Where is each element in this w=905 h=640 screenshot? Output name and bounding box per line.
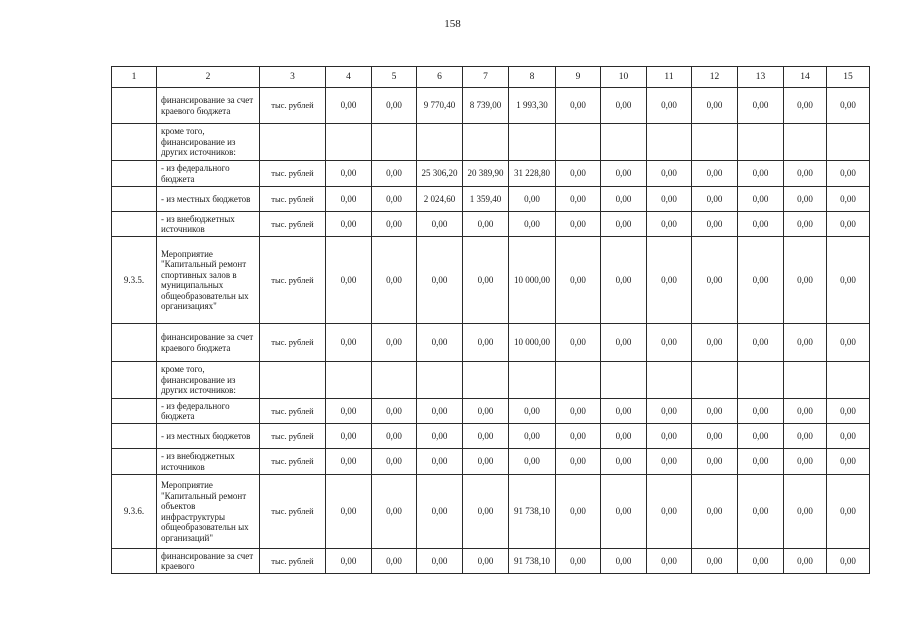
cell-code xyxy=(112,324,157,362)
column-header-5: 5 xyxy=(372,67,417,88)
cell-v15: 0,00 xyxy=(827,399,870,424)
cell-v9: 0,00 xyxy=(556,187,601,212)
table-row xyxy=(112,475,870,549)
cell-v4: 0,00 xyxy=(326,212,372,237)
column-header-4: 4 xyxy=(326,67,372,88)
cell-v9: 0,00 xyxy=(556,212,601,237)
column-header-8: 8 xyxy=(509,67,556,88)
cell-v9: 0,00 xyxy=(556,449,601,475)
cell-v10: 0,00 xyxy=(601,237,647,324)
cell-v7: 20 389,90 xyxy=(463,161,509,187)
cell-code xyxy=(112,362,157,399)
cell-v9: 0,00 xyxy=(556,237,601,324)
cell-v7: 0,00 xyxy=(463,237,509,324)
cell-v6: 0,00 xyxy=(417,449,463,475)
cell-v13: 0,00 xyxy=(738,187,784,212)
table-row xyxy=(112,449,870,475)
cell-v12: 0,00 xyxy=(692,187,738,212)
cell-v8: 0,00 xyxy=(509,449,556,475)
cell-v14: 0,00 xyxy=(784,549,827,574)
cell-v12: 0,00 xyxy=(692,161,738,187)
cell-v4: 0,00 xyxy=(326,237,372,324)
cell-v13 xyxy=(738,362,784,399)
column-header-12: 12 xyxy=(692,67,738,88)
cell-v10 xyxy=(601,362,647,399)
cell-v14: 0,00 xyxy=(784,88,827,124)
cell-v8 xyxy=(509,362,556,399)
cell-unit: тыс. рублей xyxy=(260,449,326,475)
cell-desc: - из местных бюджетов xyxy=(157,424,260,449)
cell-v6: 9 770,40 xyxy=(417,88,463,124)
cell-v13: 0,00 xyxy=(738,475,784,549)
cell-code xyxy=(112,161,157,187)
cell-v14: 0,00 xyxy=(784,212,827,237)
cell-unit: тыс. рублей xyxy=(260,549,326,574)
cell-v13: 0,00 xyxy=(738,212,784,237)
cell-desc: финансирование за счет краевого бюджета xyxy=(157,88,260,124)
cell-v5 xyxy=(372,362,417,399)
column-header-6: 6 xyxy=(417,67,463,88)
cell-v8: 0,00 xyxy=(509,212,556,237)
cell-v14 xyxy=(784,362,827,399)
cell-v10: 0,00 xyxy=(601,88,647,124)
cell-v15: 0,00 xyxy=(827,88,870,124)
table-row xyxy=(112,237,870,324)
table-row xyxy=(112,549,870,574)
cell-v4 xyxy=(326,124,372,161)
cell-v5: 0,00 xyxy=(372,161,417,187)
column-header-14: 14 xyxy=(784,67,827,88)
cell-v8: 0,00 xyxy=(509,187,556,212)
cell-v8: 10 000,00 xyxy=(509,324,556,362)
cell-v13: 0,00 xyxy=(738,399,784,424)
cell-v14: 0,00 xyxy=(784,187,827,212)
cell-code xyxy=(112,449,157,475)
cell-v12: 0,00 xyxy=(692,324,738,362)
cell-v11 xyxy=(647,124,692,161)
cell-v10: 0,00 xyxy=(601,449,647,475)
cell-v12: 0,00 xyxy=(692,399,738,424)
cell-desc: Мероприятие "Капитальный ремонт объектов инфраструктуры общеобразовательн ых организаций" xyxy=(157,475,260,549)
cell-v5: 0,00 xyxy=(372,324,417,362)
cell-desc: - из внебюджетных источников xyxy=(157,212,260,237)
cell-v14: 0,00 xyxy=(784,475,827,549)
cell-v12 xyxy=(692,362,738,399)
cell-unit: тыс. рублей xyxy=(260,324,326,362)
cell-v12: 0,00 xyxy=(692,88,738,124)
table-row xyxy=(112,161,870,187)
cell-v14: 0,00 xyxy=(784,237,827,324)
cell-v13: 0,00 xyxy=(738,449,784,475)
cell-v12: 0,00 xyxy=(692,237,738,324)
cell-v10: 0,00 xyxy=(601,399,647,424)
cell-v4: 0,00 xyxy=(326,424,372,449)
cell-v5: 0,00 xyxy=(372,399,417,424)
cell-v7: 0,00 xyxy=(463,424,509,449)
cell-v10: 0,00 xyxy=(601,324,647,362)
cell-v4: 0,00 xyxy=(326,187,372,212)
cell-v12: 0,00 xyxy=(692,549,738,574)
cell-v10 xyxy=(601,124,647,161)
cell-code xyxy=(112,424,157,449)
cell-v13: 0,00 xyxy=(738,161,784,187)
cell-v10: 0,00 xyxy=(601,475,647,549)
cell-v9: 0,00 xyxy=(556,399,601,424)
cell-v6: 0,00 xyxy=(417,399,463,424)
column-header-7: 7 xyxy=(463,67,509,88)
column-header-9: 9 xyxy=(556,67,601,88)
cell-v15: 0,00 xyxy=(827,212,870,237)
cell-v13: 0,00 xyxy=(738,424,784,449)
cell-desc: финансирование за счет краевого бюджета xyxy=(157,324,260,362)
cell-unit: тыс. рублей xyxy=(260,475,326,549)
cell-v9: 0,00 xyxy=(556,549,601,574)
cell-v11: 0,00 xyxy=(647,237,692,324)
cell-v7: 0,00 xyxy=(463,449,509,475)
column-header-11: 11 xyxy=(647,67,692,88)
cell-v5: 0,00 xyxy=(372,237,417,324)
cell-v9 xyxy=(556,124,601,161)
cell-v5: 0,00 xyxy=(372,212,417,237)
cell-v14: 0,00 xyxy=(784,324,827,362)
table-row xyxy=(112,187,870,212)
cell-v15: 0,00 xyxy=(827,424,870,449)
cell-v9: 0,00 xyxy=(556,475,601,549)
cell-v6: 0,00 xyxy=(417,475,463,549)
cell-code xyxy=(112,212,157,237)
cell-v5: 0,00 xyxy=(372,88,417,124)
cell-code xyxy=(112,549,157,574)
cell-v10: 0,00 xyxy=(601,187,647,212)
cell-v6: 0,00 xyxy=(417,324,463,362)
table-row xyxy=(112,212,870,237)
cell-v6: 25 306,20 xyxy=(417,161,463,187)
cell-unit: тыс. рублей xyxy=(260,161,326,187)
header-row xyxy=(112,67,870,88)
cell-v8: 0,00 xyxy=(509,424,556,449)
cell-v7: 8 739,00 xyxy=(463,88,509,124)
cell-v8: 91 738,10 xyxy=(509,549,556,574)
cell-v8: 10 000,00 xyxy=(509,237,556,324)
cell-v14: 0,00 xyxy=(784,449,827,475)
cell-desc: кроме того, финансирование из других источников: xyxy=(157,362,260,399)
cell-v5: 0,00 xyxy=(372,424,417,449)
cell-v7: 0,00 xyxy=(463,475,509,549)
cell-code xyxy=(112,124,157,161)
column-header-1: 1 xyxy=(112,67,157,88)
cell-v13: 0,00 xyxy=(738,237,784,324)
cell-v8: 31 228,80 xyxy=(509,161,556,187)
cell-v13: 0,00 xyxy=(738,88,784,124)
cell-v14: 0,00 xyxy=(784,424,827,449)
cell-unit: тыс. рублей xyxy=(260,212,326,237)
cell-unit: тыс. рублей xyxy=(260,187,326,212)
cell-v4: 0,00 xyxy=(326,449,372,475)
cell-v4: 0,00 xyxy=(326,399,372,424)
cell-unit: тыс. рублей xyxy=(260,237,326,324)
cell-v4: 0,00 xyxy=(326,161,372,187)
cell-v8 xyxy=(509,124,556,161)
cell-v13: 0,00 xyxy=(738,549,784,574)
cell-v15 xyxy=(827,362,870,399)
cell-v5: 0,00 xyxy=(372,187,417,212)
cell-code: 9.3.5. xyxy=(112,237,157,324)
cell-unit: тыс. рублей xyxy=(260,424,326,449)
cell-v4: 0,00 xyxy=(326,88,372,124)
column-header-10: 10 xyxy=(601,67,647,88)
cell-unit xyxy=(260,362,326,399)
cell-v4: 0,00 xyxy=(326,549,372,574)
cell-v4: 0,00 xyxy=(326,475,372,549)
cell-v4 xyxy=(326,362,372,399)
cell-code xyxy=(112,88,157,124)
cell-v8: 1 993,30 xyxy=(509,88,556,124)
cell-v6 xyxy=(417,362,463,399)
cell-v12: 0,00 xyxy=(692,449,738,475)
column-header-2: 2 xyxy=(157,67,260,88)
cell-v13 xyxy=(738,124,784,161)
column-header-15: 15 xyxy=(827,67,870,88)
budget-table xyxy=(111,66,870,574)
cell-desc: - из федерального бюджета xyxy=(157,399,260,424)
cell-v9: 0,00 xyxy=(556,161,601,187)
table-row xyxy=(112,124,870,161)
table-row xyxy=(112,88,870,124)
cell-unit xyxy=(260,124,326,161)
cell-v11 xyxy=(647,362,692,399)
cell-v6: 0,00 xyxy=(417,549,463,574)
cell-v15: 0,00 xyxy=(827,187,870,212)
cell-v14 xyxy=(784,124,827,161)
cell-v11: 0,00 xyxy=(647,424,692,449)
cell-v15: 0,00 xyxy=(827,237,870,324)
cell-v7: 0,00 xyxy=(463,212,509,237)
cell-desc: финансирование за счет краевого xyxy=(157,549,260,574)
cell-v7 xyxy=(463,124,509,161)
cell-v11: 0,00 xyxy=(647,88,692,124)
cell-v11: 0,00 xyxy=(647,212,692,237)
cell-v10: 0,00 xyxy=(601,424,647,449)
cell-v15 xyxy=(827,124,870,161)
cell-v14: 0,00 xyxy=(784,399,827,424)
cell-v5: 0,00 xyxy=(372,475,417,549)
cell-v12: 0,00 xyxy=(692,475,738,549)
cell-unit: тыс. рублей xyxy=(260,88,326,124)
cell-v11: 0,00 xyxy=(647,187,692,212)
cell-v7 xyxy=(463,362,509,399)
cell-desc: - из федерального бюджета xyxy=(157,161,260,187)
cell-v7: 0,00 xyxy=(463,399,509,424)
cell-v15: 0,00 xyxy=(827,324,870,362)
column-header-3: 3 xyxy=(260,67,326,88)
cell-v12 xyxy=(692,124,738,161)
cell-v9: 0,00 xyxy=(556,324,601,362)
cell-v10: 0,00 xyxy=(601,549,647,574)
cell-v11: 0,00 xyxy=(647,324,692,362)
cell-code xyxy=(112,187,157,212)
cell-v11: 0,00 xyxy=(647,475,692,549)
cell-v15: 0,00 xyxy=(827,449,870,475)
table-row xyxy=(112,399,870,424)
cell-desc: - из местных бюджетов xyxy=(157,187,260,212)
cell-v11: 0,00 xyxy=(647,399,692,424)
cell-v4: 0,00 xyxy=(326,324,372,362)
cell-v6: 2 024,60 xyxy=(417,187,463,212)
cell-v11: 0,00 xyxy=(647,449,692,475)
cell-v12: 0,00 xyxy=(692,212,738,237)
cell-v10: 0,00 xyxy=(601,212,647,237)
cell-v6: 0,00 xyxy=(417,424,463,449)
cell-v9: 0,00 xyxy=(556,424,601,449)
cell-v15: 0,00 xyxy=(827,549,870,574)
cell-v11: 0,00 xyxy=(647,161,692,187)
cell-v5: 0,00 xyxy=(372,449,417,475)
cell-v9 xyxy=(556,362,601,399)
cell-v7: 0,00 xyxy=(463,324,509,362)
cell-v5 xyxy=(372,124,417,161)
column-header-13: 13 xyxy=(738,67,784,88)
cell-v14: 0,00 xyxy=(784,161,827,187)
cell-v12: 0,00 xyxy=(692,424,738,449)
table-row xyxy=(112,424,870,449)
cell-v8: 91 738,10 xyxy=(509,475,556,549)
cell-v5: 0,00 xyxy=(372,549,417,574)
cell-v9: 0,00 xyxy=(556,88,601,124)
table-body xyxy=(112,67,870,574)
page-number: 158 xyxy=(444,18,461,30)
table-row xyxy=(112,362,870,399)
cell-v8: 0,00 xyxy=(509,399,556,424)
cell-v11: 0,00 xyxy=(647,549,692,574)
cell-v6: 0,00 xyxy=(417,237,463,324)
cell-v13: 0,00 xyxy=(738,324,784,362)
cell-v6: 0,00 xyxy=(417,212,463,237)
cell-v6 xyxy=(417,124,463,161)
cell-v10: 0,00 xyxy=(601,161,647,187)
cell-desc: - из внебюджетных источников xyxy=(157,449,260,475)
cell-v15: 0,00 xyxy=(827,161,870,187)
cell-v15: 0,00 xyxy=(827,475,870,549)
table-row xyxy=(112,324,870,362)
cell-desc: кроме того, финансирование из других источников: xyxy=(157,124,260,161)
cell-unit: тыс. рублей xyxy=(260,399,326,424)
cell-v7: 1 359,40 xyxy=(463,187,509,212)
cell-desc: Мероприятие "Капитальный ремонт спортивных залов в муниципальных общеобразовательн ых организациях" xyxy=(157,237,260,324)
cell-code xyxy=(112,399,157,424)
cell-v7: 0,00 xyxy=(463,549,509,574)
cell-code: 9.3.6. xyxy=(112,475,157,549)
